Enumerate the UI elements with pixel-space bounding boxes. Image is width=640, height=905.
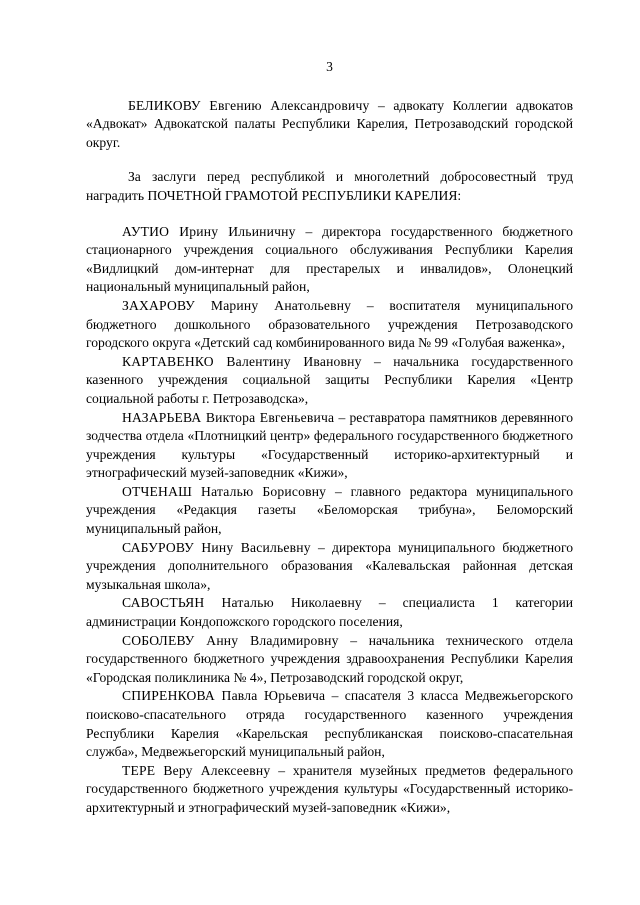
entry-name: СОБОЛЕВУ Анну Владимировну — [122, 632, 339, 648]
entry-name: СПИРЕНКОВА Павла Юрьевича — [122, 688, 326, 704]
document-page — [86, 58, 573, 818]
award-entry — [86, 539, 573, 595]
entry-name: ТЕРЕ Веру Алексеевну — [122, 762, 271, 778]
intro-paragraph — [86, 97, 573, 153]
entry-text: – специалиста 1 категории администрации Кондопожского городского поселения, — [86, 595, 573, 630]
intro-text: – адвокату Коллегии адвокатов «Адвокат» Адвокатской палаты Республики Карелия, Петрозаводский городской округ. — [86, 97, 574, 150]
entry-text: – реставратора памятников деревянного зодчества отдела «Плотницкий центр» федерального государственного бюджетного учреждения культуры «Государственный историко-архитектурный и этнографический музей-заповедник «Кижи», — [86, 409, 573, 481]
entry-name: НАЗАРЬЕВА Виктора Евгеньевича — [122, 409, 335, 425]
intro-name: БЕЛИКОВУ Евгению Александровичу — [128, 97, 370, 113]
entry-text: – начальника государственного казенного учреждения социальной защиты Республики Карелия «Центр социальной работы г. Петрозаводска», — [86, 353, 573, 406]
entry-name: ОТЧЕНАШ Наталью Борисовну — [122, 483, 327, 499]
award-entry — [86, 483, 573, 539]
award-entry — [86, 594, 573, 631]
award-entry — [86, 409, 573, 483]
entry-text: – директора муниципального бюджетного учреждения дополнительного образования «Калевальская районная детская музыкальная школа», — [86, 539, 573, 592]
entry-text: – главного редактора муниципального учреждения «Редакция газеты «Беломорская трибуна», Беломорский муниципальный район, — [86, 483, 574, 537]
award-entry — [86, 687, 573, 761]
entry-text: – директора государственного бюджетного стационарного учреждения социального обслуживания Республики Карелия «Видлицкий дом-интернат для престарелых и инвалидов», Олонецкий национальный муниципальный район, — [86, 223, 573, 295]
entry-name: ЗАХАРОВУ Марину Анатольевну — [122, 297, 352, 313]
entry-name: КАРТАВЕНКО Валентину Ивановну — [122, 353, 362, 369]
entry-text: – хранителя музейных предметов федерального государственного бюджетного учреждения культуры «Государственный историко-архитектурный и этнографический музей-заповедник «Кижи», — [86, 762, 573, 815]
entry-name: САВОСТЬЯН Наталью Николаевну — [122, 595, 362, 611]
award-entry — [86, 223, 573, 297]
award-heading: За заслуги перед республикой и многолетний добросовестный труд наградить ПОЧЕТНОЙ ГРАМОТОЙ РЕСПУБЛИКИ КАРЕЛИЯ: — [86, 169, 573, 203]
page-number: 3 — [326, 59, 333, 74]
entry-name: АУТИО Ирину Ильиничну — [122, 223, 296, 239]
award-entry — [86, 632, 573, 688]
entry-text: – начальника технического отдела государственного бюджетного учреждения здравоохранения Республики Карелия «Городская поликлиника № 4», Петрозаводский городской округ, — [86, 632, 574, 685]
entry-text: – спасателя 3 класса Медвежьегорского поисково-спасательного отряда государственного казенного учреждения Республики Карелия «Карельская республиканская поисково-спасательная служба», Медвежьегорский муниципальный район, — [86, 688, 573, 760]
award-entry — [86, 353, 573, 409]
award-entry — [86, 762, 573, 818]
entry-text: – воспитателя муниципального бюджетного дошкольного образовательного учреждения Петрозаводского городского округа «Детский сад комбинированного вида № 99 «Голубая важенка», — [86, 297, 573, 351]
entry-name: САБУРОВУ Нину Васильевну — [122, 539, 311, 555]
award-entry — [86, 297, 573, 353]
